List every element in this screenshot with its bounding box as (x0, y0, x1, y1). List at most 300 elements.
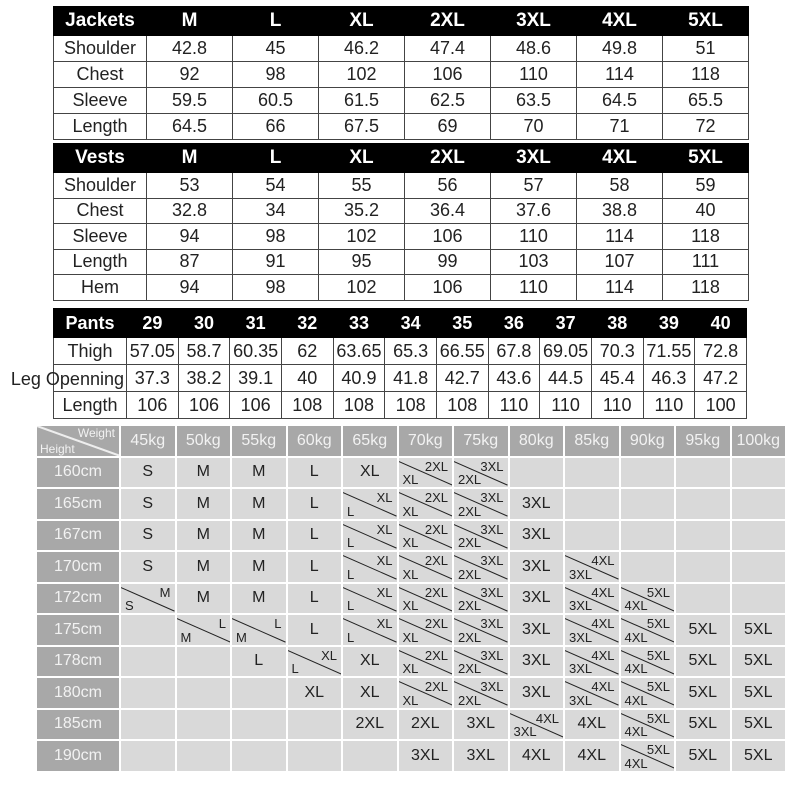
size-cell: 4XL (564, 740, 620, 772)
larger-size-label: 5XL (646, 710, 670, 726)
size-cell: M (176, 583, 232, 615)
size-cell (564, 520, 620, 552)
smaller-size-label: 4XL (624, 692, 648, 708)
size-cell (453, 457, 509, 489)
chart-row (36, 488, 786, 520)
vests-row-label: Sleeve (54, 224, 147, 250)
pants-cell: 100 (695, 392, 747, 419)
pants-cell: 63.65 (333, 338, 385, 365)
height-header: 178cm (36, 646, 120, 678)
pants-row-label: Thigh (54, 338, 127, 365)
chart-corner-cell (36, 425, 120, 457)
jackets-cell: 61.5 (319, 88, 405, 114)
size-cell: 3XL (509, 646, 565, 678)
pants-size-header: 40 (695, 309, 747, 338)
pants-cell: 106 (230, 392, 282, 419)
size-cell: 4XL (564, 709, 620, 741)
jackets-row-label: Length (54, 114, 147, 140)
vests-cell: 118 (663, 224, 749, 250)
split-size-cell (454, 489, 508, 519)
size-cell: L (287, 583, 343, 615)
larger-size-label: 4XL (591, 679, 615, 694)
pants-cell: 108 (281, 392, 333, 419)
jackets-size-header: 3XL (491, 7, 577, 36)
jackets-cell: 45 (233, 36, 319, 62)
size-cell (453, 646, 509, 678)
smaller-size-label: 2XL (458, 472, 482, 487)
jackets-size-header: 2XL (405, 7, 491, 36)
smaller-size-label: XL (402, 692, 419, 708)
pants-cell: 45.4 (591, 365, 643, 392)
split-size-cell (621, 647, 675, 677)
vests-size-header: 4XL (577, 144, 663, 173)
jackets-cell: 60.5 (233, 88, 319, 114)
size-cell (287, 646, 343, 678)
size-cell (453, 488, 509, 520)
split-size-cell (565, 615, 619, 645)
smaller-size-label: 3XL (569, 598, 593, 613)
larger-size-label: XL (376, 616, 393, 631)
pants-cell: 62 (281, 338, 333, 365)
vests-cell: 110 (491, 275, 577, 301)
larger-size-label: 3XL (480, 521, 504, 537)
size-cell (398, 583, 454, 615)
size-cell (398, 457, 454, 489)
jackets-size-header: M (147, 7, 233, 36)
vests-cell: 95 (319, 249, 405, 275)
weight-header: 95kg (675, 425, 731, 457)
pants-cell: 37.3 (127, 365, 179, 392)
vests-cell: 32.8 (147, 198, 233, 224)
chart-row (36, 583, 786, 615)
split-size-cell (121, 584, 175, 614)
size-cell (620, 740, 676, 772)
jackets-cell: 110 (491, 62, 577, 88)
chart-row (36, 551, 786, 583)
size-cell: 2XL (398, 709, 454, 741)
pants-body (10, 338, 747, 419)
larger-size-label: 5XL (646, 742, 670, 757)
size-cell: 3XL (509, 520, 565, 552)
vests-size-header: 5XL (663, 144, 749, 173)
split-size-cell (510, 710, 564, 740)
jackets-cell: 66 (233, 114, 319, 140)
size-cell (176, 614, 232, 646)
larger-size-label: XL (321, 647, 337, 663)
jackets-cell: 102 (319, 62, 405, 88)
vests-row-label: Length (54, 249, 147, 275)
size-cell (564, 614, 620, 646)
smaller-size-label: 4XL (624, 724, 648, 739)
split-size-cell (343, 521, 397, 551)
size-cell: L (287, 488, 343, 520)
pants-size-header: 32 (281, 309, 333, 338)
vests-body (54, 173, 749, 301)
pants-row (54, 392, 747, 419)
larger-size-label: XL (376, 584, 393, 600)
larger-size-label: 4XL (591, 616, 615, 631)
vests-row-label: Hem (54, 275, 147, 301)
vests-cell: 102 (319, 275, 405, 301)
pants-cell: 106 (178, 392, 230, 419)
split-size-cell (177, 615, 231, 645)
vests-cell: 107 (577, 249, 663, 275)
chart-row (36, 709, 786, 741)
pants-size-header: 38 (591, 309, 643, 338)
corner-box (37, 426, 119, 456)
size-cell (342, 583, 398, 615)
size-cell (620, 646, 676, 678)
pants-cell: 58.7 (178, 338, 230, 365)
pants-cell: 42.7 (436, 365, 488, 392)
smaller-size-label: XL (402, 472, 419, 487)
split-size-cell (454, 552, 508, 582)
size-cell: M (176, 551, 232, 583)
height-header: 175cm (36, 614, 120, 646)
split-size-cell (399, 584, 453, 614)
larger-size-label: 4XL (591, 647, 615, 663)
size-cell (564, 488, 620, 520)
size-cell: L (231, 646, 287, 678)
split-size-cell (343, 489, 397, 519)
vests-cell: 94 (147, 224, 233, 250)
corner-height-label: Height (40, 441, 75, 456)
split-size-cell (288, 647, 342, 677)
pants-cell: 108 (385, 392, 437, 419)
chart-body (36, 457, 786, 772)
vests-size-header: L (233, 144, 319, 173)
jackets-size-header: L (233, 7, 319, 36)
pants-size-header: 33 (333, 309, 385, 338)
height-header: 190cm (36, 740, 120, 772)
size-cell (675, 551, 731, 583)
smaller-size-label: XL (402, 503, 419, 519)
size-cell (453, 614, 509, 646)
split-size-cell (565, 584, 619, 614)
split-size-cell (399, 521, 453, 551)
size-cell (231, 614, 287, 646)
pants-size-header: 39 (643, 309, 695, 338)
jackets-cell: 62.5 (405, 88, 491, 114)
jackets-cell: 70 (491, 114, 577, 140)
size-cell: 5XL (731, 709, 787, 741)
size-cell (564, 457, 620, 489)
vests-cell: 37.6 (491, 198, 577, 224)
vests-cell: 102 (319, 224, 405, 250)
vests-cell: 35.2 (319, 198, 405, 224)
larger-size-label: 3XL (480, 647, 504, 663)
chart-row (36, 457, 786, 489)
pants-cell: 108 (333, 392, 385, 419)
larger-size-label: 4XL (591, 553, 615, 568)
pants-cell: 39.1 (230, 365, 282, 392)
smaller-size-label: 4XL (624, 629, 648, 645)
size-cell: M (176, 457, 232, 489)
pants-row-label (10, 365, 127, 392)
size-cell (564, 677, 620, 709)
split-size-cell (399, 458, 453, 488)
pants-size-header: 35 (436, 309, 488, 338)
size-cell: S (120, 551, 176, 583)
jackets-row-label: Sleeve (54, 88, 147, 114)
chart-row (36, 520, 786, 552)
weight-header: 70kg (398, 425, 454, 457)
larger-size-label: 2XL (424, 553, 448, 568)
vests-cell: 103 (491, 249, 577, 275)
split-size-cell (399, 678, 453, 708)
jackets-title: Jackets (54, 7, 147, 36)
size-cell (620, 677, 676, 709)
weight-header: 45kg (120, 425, 176, 457)
jackets-size-header: 4XL (577, 7, 663, 36)
size-cell: M (231, 488, 287, 520)
smaller-size-label: L (347, 503, 355, 519)
size-cell (120, 583, 176, 615)
size-cell (731, 520, 787, 552)
split-size-cell (343, 615, 397, 645)
size-cell (675, 583, 731, 615)
vests-cell: 56 (405, 173, 491, 199)
chart-row (36, 646, 786, 678)
pants-cell: 40 (281, 365, 333, 392)
size-cell: S (120, 457, 176, 489)
smaller-size-label: L (291, 661, 299, 676)
smaller-size-label: 2XL (458, 692, 482, 708)
smaller-size-label: XL (402, 535, 419, 550)
size-cell: 5XL (675, 646, 731, 678)
pants-cell: 67.8 (488, 338, 540, 365)
smaller-size-label: 2XL (458, 629, 482, 645)
jackets-size-header: 5XL (663, 7, 749, 36)
weight-header: 85kg (564, 425, 620, 457)
size-cell (675, 457, 731, 489)
size-cell: 5XL (731, 646, 787, 678)
larger-size-label: 4XL (535, 710, 559, 726)
split-size-cell (454, 521, 508, 551)
chart-row (36, 677, 786, 709)
weight-header: 75kg (453, 425, 509, 457)
larger-size-label: 2XL (424, 490, 448, 505)
larger-size-label: M (159, 584, 171, 600)
pants-cell: 66.55 (436, 338, 488, 365)
smaller-size-label: 2XL (458, 503, 482, 519)
smaller-size-label: XL (402, 598, 419, 613)
smaller-size-label: 2XL (458, 598, 482, 613)
jackets-cell: 72 (663, 114, 749, 140)
jackets-cell: 67.5 (319, 114, 405, 140)
jackets-body (54, 36, 749, 140)
vests-row (54, 224, 749, 250)
jackets-cell: 106 (405, 62, 491, 88)
pants-cell: 106 (127, 392, 179, 419)
smaller-size-label: S (125, 598, 134, 613)
jackets-row-label: Shoulder (54, 36, 147, 62)
larger-size-label: L (274, 616, 282, 631)
vests-cell: 91 (233, 249, 319, 275)
size-cell (620, 520, 676, 552)
size-cell (620, 488, 676, 520)
size-cell: XL (342, 677, 398, 709)
vests-size-header: M (147, 144, 233, 173)
jackets-row (54, 88, 749, 114)
size-cell (620, 551, 676, 583)
jackets-cell: 51 (663, 36, 749, 62)
size-cell: M (231, 520, 287, 552)
size-cell (342, 488, 398, 520)
pants-cell: 40.9 (333, 365, 385, 392)
size-cell (231, 709, 287, 741)
size-cell (731, 551, 787, 583)
size-cell (398, 646, 454, 678)
size-cell (120, 646, 176, 678)
pants-cell: 41.8 (385, 365, 437, 392)
size-cell: 3XL (398, 740, 454, 772)
larger-size-label: 2XL (424, 521, 448, 537)
weight-header: 90kg (620, 425, 676, 457)
weight-header: 100kg (731, 425, 787, 457)
smaller-size-label: M (180, 629, 192, 645)
size-cell (509, 709, 565, 741)
pants-size-header: 34 (385, 309, 437, 338)
size-cell: XL (342, 457, 398, 489)
size-cell (176, 677, 232, 709)
pants-row-label: Length (54, 392, 127, 419)
size-cell (176, 740, 232, 772)
size-cell: M (176, 488, 232, 520)
smaller-size-label: XL (402, 566, 419, 582)
split-size-cell (454, 458, 508, 488)
pants-cell: 38.2 (178, 365, 230, 392)
pants-cell: 60.35 (230, 338, 282, 365)
larger-size-label: 2XL (424, 584, 448, 600)
vests-row (54, 275, 749, 301)
vests-cell: 118 (663, 275, 749, 301)
size-cell (398, 488, 454, 520)
size-cell: 3XL (509, 614, 565, 646)
height-header: 167cm (36, 520, 120, 552)
larger-size-label: 4XL (591, 584, 615, 600)
size-cell (287, 740, 343, 772)
jackets-row (54, 36, 749, 62)
size-cell: L (287, 520, 343, 552)
jackets-cell: 64.5 (147, 114, 233, 140)
smaller-size-label: 4XL (624, 598, 648, 613)
split-size-cell (565, 552, 619, 582)
jackets-cell: 69 (405, 114, 491, 140)
jackets-cell: 49.8 (577, 36, 663, 62)
larger-size-label: XL (376, 490, 393, 505)
size-cell: L (287, 614, 343, 646)
split-size-cell (454, 678, 508, 708)
pants-row (54, 365, 747, 392)
pants-size-header: 37 (540, 309, 592, 338)
pants-header-row (54, 309, 747, 338)
smaller-size-label: 4XL (624, 661, 648, 676)
size-cell: 5XL (675, 614, 731, 646)
pants-cell: 70.3 (591, 338, 643, 365)
jackets-cell: 64.5 (577, 88, 663, 114)
size-cell (453, 677, 509, 709)
smaller-size-label: 3XL (513, 724, 537, 739)
pants-cell: 43.6 (488, 365, 540, 392)
split-size-cell (621, 710, 675, 740)
larger-size-label: 5XL (646, 616, 670, 631)
pants-title: Pants (54, 309, 127, 338)
height-header: 185cm (36, 709, 120, 741)
size-cell (398, 614, 454, 646)
size-cell (342, 740, 398, 772)
split-size-cell (621, 615, 675, 645)
pants-cell: 72.8 (695, 338, 747, 365)
size-cell (620, 457, 676, 489)
size-cell (120, 740, 176, 772)
jackets-cell: 48.6 (491, 36, 577, 62)
vests-title: Vests (54, 144, 147, 173)
vests-row (54, 173, 749, 199)
size-cell: 3XL (509, 551, 565, 583)
height-header: 160cm (36, 457, 120, 489)
jackets-cell: 98 (233, 62, 319, 88)
height-header: 165cm (36, 488, 120, 520)
size-cell (564, 551, 620, 583)
size-cell: 5XL (731, 677, 787, 709)
size-cell: 3XL (509, 583, 565, 615)
jackets-header-row (54, 7, 749, 36)
split-size-cell (454, 647, 508, 677)
smaller-size-label: L (347, 629, 355, 645)
larger-size-label: 5XL (646, 584, 670, 600)
height-weight-size-chart (35, 424, 787, 773)
size-cell (620, 583, 676, 615)
pants-size-table (10, 308, 747, 419)
larger-size-label: 2XL (424, 679, 448, 694)
vests-cell: 58 (577, 173, 663, 199)
vests-cell: 55 (319, 173, 405, 199)
vests-cell: 53 (147, 173, 233, 199)
size-cell: 3XL (509, 677, 565, 709)
split-size-cell (621, 678, 675, 708)
size-cell: M (176, 520, 232, 552)
size-cell: S (120, 488, 176, 520)
split-size-cell (565, 647, 619, 677)
chart-row (36, 614, 786, 646)
larger-size-label: 3XL (480, 553, 504, 568)
smaller-size-label: 4XL (624, 755, 648, 771)
smaller-size-label: 3XL (569, 566, 593, 582)
size-cell (398, 551, 454, 583)
vests-cell: 98 (233, 275, 319, 301)
jackets-cell: 65.5 (663, 88, 749, 114)
vests-row (54, 249, 749, 275)
larger-size-label: 3XL (480, 616, 504, 631)
size-cell (620, 709, 676, 741)
pants-cell: 108 (436, 392, 488, 419)
smaller-size-label: 3XL (569, 692, 593, 708)
split-size-cell (399, 489, 453, 519)
vests-size-header: XL (319, 144, 405, 173)
size-cell: 3XL (453, 709, 509, 741)
jackets-cell: 46.2 (319, 36, 405, 62)
smaller-size-label: XL (402, 629, 419, 645)
weight-header: 60kg (287, 425, 343, 457)
vests-row (54, 198, 749, 224)
vests-header-row (54, 144, 749, 173)
split-size-cell (399, 615, 453, 645)
jackets-size-table (53, 6, 749, 140)
pants-cell: 71.55 (643, 338, 695, 365)
size-cell (342, 614, 398, 646)
pants-cell: 110 (643, 392, 695, 419)
